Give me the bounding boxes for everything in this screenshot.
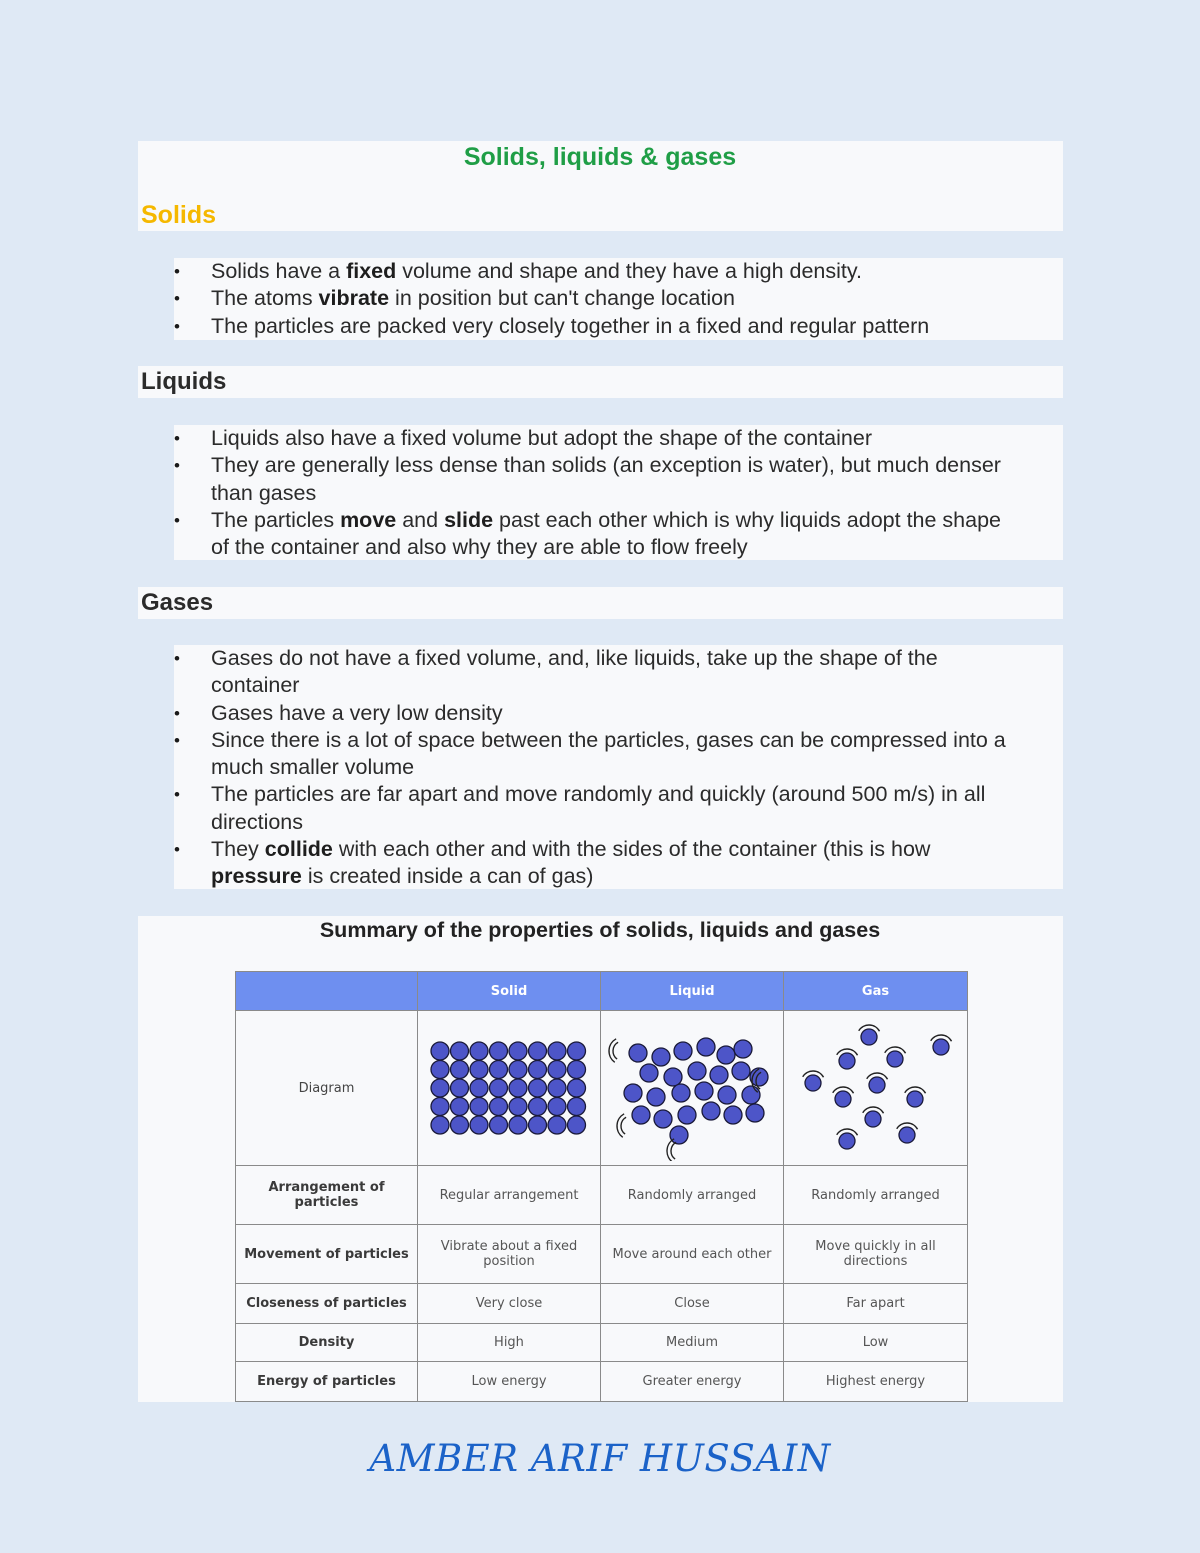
particle (734, 1040, 752, 1058)
list-item: • They are generally less dense than solids (an exception is water), but much denser than gases (174, 452, 1063, 507)
table-cell: Highest energy (784, 1362, 968, 1402)
particle (431, 1079, 449, 1097)
particle (451, 1079, 469, 1097)
particle (529, 1042, 547, 1060)
particle (509, 1079, 527, 1097)
particle (742, 1086, 760, 1104)
table-cell: Vibrate about a fixed position (418, 1225, 601, 1284)
particle (746, 1104, 764, 1122)
particle (451, 1098, 469, 1116)
particle (632, 1106, 650, 1124)
particle (678, 1106, 696, 1124)
gas-particles-diagram (785, 1011, 967, 1161)
list-item: • Gases have a very low density (174, 700, 1063, 727)
properties-table (235, 971, 968, 1402)
particle (568, 1042, 586, 1060)
particle (509, 1116, 527, 1134)
particle (933, 1039, 949, 1055)
particle (568, 1079, 586, 1097)
liquids-heading-band (138, 366, 1063, 398)
particle (509, 1042, 527, 1060)
particle (568, 1116, 586, 1134)
particle (710, 1066, 728, 1084)
particle (887, 1051, 903, 1067)
particle (865, 1111, 881, 1127)
table-cell: Far apart (784, 1284, 968, 1324)
particle (869, 1077, 885, 1093)
list-item: • The particles are far apart and move randomly and quickly (around 500 m/s) in all directions (174, 781, 1063, 836)
gases-heading-band (138, 587, 1063, 619)
motion-mark (613, 1042, 618, 1059)
liquid-particles-diagram (601, 1011, 783, 1161)
particle (548, 1116, 566, 1134)
particle (490, 1061, 508, 1079)
table-row (236, 1225, 968, 1284)
table-row (236, 1284, 968, 1324)
liquid-diagram-cell (601, 1011, 784, 1166)
particle (717, 1046, 735, 1064)
solid-particles-diagram (418, 1011, 600, 1161)
particle (490, 1079, 508, 1097)
table-cell: Randomly arranged (601, 1166, 784, 1225)
particle (470, 1061, 488, 1079)
particle (839, 1053, 855, 1069)
particle (907, 1091, 923, 1107)
table-row (236, 1166, 968, 1225)
particle (431, 1116, 449, 1134)
particle (548, 1042, 566, 1060)
particle (490, 1098, 508, 1116)
particle (451, 1116, 469, 1134)
particle (672, 1084, 690, 1102)
list-item: • Gases do not have a fixed volume, and, like liquids, take up the shape of the container (174, 645, 1063, 700)
particle (688, 1062, 706, 1080)
table-cell: Move around each other (601, 1225, 784, 1284)
particle (568, 1098, 586, 1116)
particle (470, 1098, 488, 1116)
particle (548, 1061, 566, 1079)
particle (839, 1133, 855, 1149)
liquids-heading: Liquids (141, 368, 227, 395)
particle (548, 1098, 566, 1116)
particle (695, 1082, 713, 1100)
table-row (236, 1362, 968, 1402)
particle (861, 1029, 877, 1045)
particle (451, 1042, 469, 1060)
row-label: Density (236, 1324, 418, 1362)
list-item: • Solids have a fixed volume and shape and they have a high density. (174, 258, 1063, 285)
table-header-row (236, 972, 968, 1011)
table-cell: Very close (418, 1284, 601, 1324)
particle (529, 1061, 547, 1079)
solids-list (174, 258, 1063, 340)
row-label: Energy of particles (236, 1362, 418, 1402)
particle (490, 1042, 508, 1060)
particle (470, 1079, 488, 1097)
table-cell: Low (784, 1324, 968, 1362)
particle (568, 1061, 586, 1079)
header-cell-gas: Gas (784, 972, 968, 1011)
particle (899, 1127, 915, 1143)
table-row-diagram (236, 1011, 968, 1166)
particle (670, 1126, 688, 1144)
particle (805, 1075, 821, 1091)
particle (431, 1042, 449, 1060)
particle (674, 1042, 692, 1060)
particle (470, 1116, 488, 1134)
motion-mark (671, 1142, 676, 1159)
particle (732, 1062, 750, 1080)
table-cell: Regular arrangement (418, 1166, 601, 1225)
row-label: Arrangement of particles (236, 1166, 418, 1225)
table-cell: Low energy (418, 1362, 601, 1402)
particle (509, 1098, 527, 1116)
particle (697, 1038, 715, 1056)
list-item: • The particles are packed very closely together in a fixed and regular pattern (174, 313, 1063, 340)
particle (654, 1110, 672, 1128)
list-item: • The atoms vibrate in position but can't change location (174, 285, 1063, 312)
table-cell: Greater energy (601, 1362, 784, 1402)
table-cell: Move quickly in all directions (784, 1225, 968, 1284)
particle (640, 1064, 658, 1082)
table-cell: Close (601, 1284, 784, 1324)
table-cell: Randomly arranged (784, 1166, 968, 1225)
page-title: Solids, liquids & gases (463, 143, 737, 171)
particle (548, 1079, 566, 1097)
particle (451, 1061, 469, 1079)
particle (718, 1086, 736, 1104)
particle (431, 1098, 449, 1116)
particle (652, 1048, 670, 1066)
particle (664, 1068, 682, 1086)
table-row (236, 1324, 968, 1362)
particle (509, 1061, 527, 1079)
particle (629, 1044, 647, 1062)
gases-list (174, 645, 1063, 889)
author-signature: AMBER ARIF HUSSAIN (369, 1437, 831, 1480)
particle (490, 1116, 508, 1134)
particle (647, 1088, 665, 1106)
row-label: Closeness of particles (236, 1284, 418, 1324)
particle (835, 1091, 851, 1107)
motion-mark (621, 1117, 626, 1134)
liquids-list (174, 425, 1063, 560)
table-cell: Medium (601, 1324, 784, 1362)
particle (529, 1098, 547, 1116)
summary-title: Summary of the properties of solids, liquids and gases (319, 918, 881, 942)
list-item: • Since there is a lot of space between the particles, gases can be compressed into a much smaller volume (174, 727, 1063, 782)
particle (702, 1102, 720, 1120)
particle (470, 1042, 488, 1060)
gas-diagram-cell (784, 1011, 968, 1166)
list-item: • They collide with each other and with the sides of the container (this is how pressure is created inside a can of gas) (174, 836, 1063, 891)
list-item: • Liquids also have a fixed volume but adopt the shape of the container (174, 425, 1063, 452)
header-cell-liquid: Liquid (601, 972, 784, 1011)
gases-heading: Gases (141, 589, 214, 616)
header-cell-empty (236, 972, 418, 1011)
particle (529, 1116, 547, 1134)
solids-heading: Solids (141, 201, 217, 229)
table-cell: High (418, 1324, 601, 1362)
row-label-diagram: Diagram (236, 1011, 418, 1166)
particle (724, 1106, 742, 1124)
row-label: Movement of particles (236, 1225, 418, 1284)
header-cell-solid: Solid (418, 972, 601, 1011)
particle (529, 1079, 547, 1097)
particle (624, 1084, 642, 1102)
list-item: • The particles move and slide past each other which is why liquids adopt the shape of the container and also why they are able to flow freely (174, 507, 1063, 562)
solid-diagram-cell (418, 1011, 601, 1166)
particle (431, 1061, 449, 1079)
